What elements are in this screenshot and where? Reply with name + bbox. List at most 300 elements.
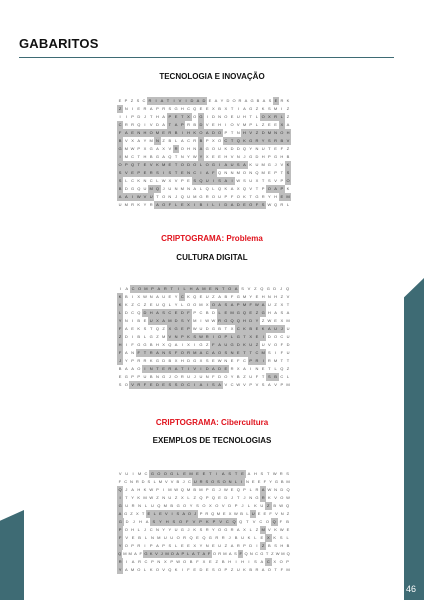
grid-letter: F [196, 559, 199, 564]
grid-letter: A [199, 350, 203, 355]
grid-letter: L [186, 551, 190, 556]
grid-letter: O [162, 202, 166, 207]
grid-letter: I [119, 114, 121, 119]
grid-letter: E [255, 334, 259, 339]
grid-letter: L [118, 310, 122, 315]
grid-letter: P [243, 543, 246, 548]
grid-letter: P [180, 334, 184, 339]
grid-letter: D [141, 479, 145, 484]
grid-letter: L [212, 202, 215, 207]
grid-letter: H [218, 122, 222, 127]
grid-letter: C [187, 382, 190, 387]
grid-letter: U [143, 374, 147, 379]
grid-letter: L [153, 479, 156, 484]
grid-letter: J [243, 154, 246, 159]
grid-letter: D [280, 487, 284, 492]
grid-letter: W [267, 487, 272, 492]
grid-letter: A [156, 202, 159, 207]
grid-letter: U [168, 186, 172, 191]
grid-letter: N [155, 374, 159, 379]
grid-letter: B [118, 186, 122, 191]
grid-row [117, 510, 291, 518]
grid-row [117, 301, 291, 309]
grid-letter: E [180, 543, 184, 548]
grid-letter: K [249, 162, 253, 167]
grid-letter: U [174, 527, 178, 532]
grid-letter: B [149, 342, 153, 347]
grid-letter: L [168, 302, 171, 307]
grid-letter: N [245, 479, 249, 484]
grid-letter: V [174, 178, 178, 183]
grid-letter: U [260, 503, 264, 508]
grid-letter: E [268, 122, 271, 127]
grid-letter: I [260, 357, 266, 365]
grid-letter: L [234, 479, 237, 484]
grid-letter: A [247, 471, 251, 476]
grid-letter: N [255, 146, 259, 151]
grid-letter: R [255, 138, 259, 143]
grid-letter: I [142, 365, 148, 373]
grid-letter: G [205, 146, 209, 151]
grid-letter: Q [286, 286, 290, 291]
grid-letter: T [156, 366, 159, 371]
grid-letter: H [243, 130, 246, 135]
grid-letter: H [137, 487, 141, 492]
grid-letter: Q [199, 178, 203, 183]
grid-letter: R [205, 527, 209, 532]
grid-letter: P [180, 122, 184, 127]
grid-letter: A [156, 543, 159, 548]
grid-letter: A [286, 122, 290, 127]
grid-letter: K [149, 567, 153, 572]
grid-letter: E [199, 106, 203, 111]
grid-letter: B [124, 294, 128, 299]
grid-letter: D [143, 310, 147, 315]
grid-letter: P [224, 567, 228, 572]
grid-letter: K [243, 326, 246, 331]
grid-letter: B [168, 358, 172, 363]
grid-letter: T [230, 138, 234, 143]
grid-letter: B [249, 567, 253, 572]
grid-letter: V [124, 138, 128, 143]
grid-letter: X [268, 114, 271, 119]
grid-letter: O [180, 162, 184, 167]
grid-letter: G [174, 106, 178, 111]
grid-letter: N [249, 170, 253, 175]
grid-letter: H [267, 310, 271, 315]
grid-letter: S [162, 310, 165, 315]
grid-letter: R [267, 358, 271, 363]
grid-letter: T [243, 334, 246, 339]
grid-letter: D [199, 567, 203, 572]
grid-letter: X [199, 358, 203, 363]
grid-letter: U [251, 511, 255, 516]
grid-letter: J [243, 495, 246, 500]
grid-row [117, 357, 291, 365]
grid-letter: W [192, 326, 197, 331]
grid-letter: I [131, 318, 134, 323]
grid-letter: L [174, 543, 178, 548]
grid-letter: L [199, 162, 203, 167]
grid-letter: V [124, 170, 128, 175]
grid-letter: M [242, 122, 247, 127]
grid-letter: Y [118, 318, 122, 323]
grid-letter: C [230, 382, 234, 387]
grid-letter: A [260, 559, 264, 564]
grid-row [117, 97, 291, 105]
grid-letter: X [236, 186, 240, 191]
grid-letter: I [131, 294, 134, 299]
grid-letter: O [124, 543, 128, 548]
grid-letter: S [199, 527, 203, 532]
grid-row [117, 534, 291, 542]
grid-letter: G [199, 342, 203, 347]
grid-letter: C [144, 471, 148, 476]
grid-letter: R [187, 122, 190, 127]
grid-letter: E [193, 567, 197, 572]
grid-letter: P [131, 374, 134, 379]
grid-letter: B [189, 559, 193, 564]
grid-row [117, 550, 291, 558]
grid-letter: O [137, 286, 142, 291]
grid-letter: K [243, 567, 246, 572]
grid-letter: Q [286, 487, 290, 492]
grid-letter: W [236, 178, 241, 183]
grid-letter: W [236, 382, 241, 387]
grid-letter: S [212, 382, 215, 387]
grid-letter: Y [230, 374, 234, 379]
grid-letter: R [138, 559, 141, 564]
grid-letter: N [174, 334, 178, 339]
grid-letter: E [263, 511, 267, 516]
grid-letter: X [187, 114, 190, 119]
grid-letter: W [279, 503, 284, 508]
grid-letter: M [281, 551, 285, 556]
grid-letter: L [144, 535, 148, 540]
grid-row [117, 185, 291, 193]
grid-letter: W [143, 294, 147, 299]
grid-letter: P [261, 186, 265, 191]
grid-letter: A [118, 511, 122, 516]
grid-letter: A [230, 202, 234, 207]
grid-letter: X [212, 138, 215, 143]
grid-row [117, 502, 291, 510]
grid-letter: Z [215, 559, 218, 564]
grid-letter: U [205, 178, 209, 183]
grid-letter: E [274, 122, 277, 127]
grid-letter: E [168, 162, 172, 167]
grid-letter: Y [268, 194, 271, 199]
grid-letter: G [155, 154, 159, 159]
grid-letter: H [155, 342, 159, 347]
grid-letter: K [143, 487, 147, 492]
grid-letter: U [199, 326, 203, 331]
grid-letter: E [243, 202, 246, 207]
grid-letter: M [216, 511, 221, 516]
grid-letter: N [155, 527, 159, 532]
grid-letter: P [151, 286, 154, 291]
grid-letter: E [212, 122, 215, 127]
grid-letter: H [143, 130, 147, 135]
grid-letter: X [236, 366, 240, 371]
grid-letter: G [118, 146, 122, 151]
grid-letter: X [143, 146, 147, 151]
grid-letter: L [174, 202, 178, 207]
grid-letter: E [118, 98, 122, 103]
grid-letter: R [137, 543, 141, 548]
grid-letter: M [193, 350, 197, 355]
grid-letter: V [170, 479, 174, 484]
grid-letter: R [205, 334, 209, 339]
grid-letter: P [168, 114, 172, 119]
grid-letter: F [280, 342, 284, 347]
grid-letter: U [218, 543, 222, 548]
grid-letter: A [236, 527, 240, 532]
grid-letter: G [224, 527, 228, 532]
grid-letter: M [230, 310, 234, 315]
grid-letter: E [180, 170, 184, 175]
grid-letter: T [174, 170, 178, 175]
grid-letter: V [243, 382, 246, 387]
grid-letter: K [268, 495, 271, 500]
grid-letter: P [118, 527, 122, 532]
grid-letter: R [143, 358, 147, 363]
grid-letter: V [118, 471, 122, 476]
grid-letter: S [268, 178, 271, 183]
grid-letter: P [274, 170, 277, 175]
grid-letter: A [118, 194, 122, 199]
grid-letter: K [137, 202, 141, 207]
grid-letter: I [200, 318, 202, 323]
word-search-grid [117, 97, 291, 209]
grid-letter: A [162, 114, 165, 119]
grid-letter: Z [224, 543, 228, 548]
grid-letter: N [236, 130, 240, 135]
grid-letter: S [268, 350, 271, 355]
grid-letter: I [214, 470, 220, 478]
grid-letter: O [218, 350, 222, 355]
grid-letter: V [224, 382, 228, 387]
grid-letter: N [230, 170, 234, 175]
grid-letter: Q [193, 106, 197, 111]
grid-letter: N [274, 487, 278, 492]
grid-letter: G [260, 551, 264, 556]
grid-letter: I [129, 193, 135, 201]
grid-letter: G [261, 310, 265, 315]
grid-letter: P [249, 122, 253, 127]
grid-letter: O [211, 146, 215, 151]
grid-letter: G [274, 479, 278, 484]
grid-letter: J [187, 527, 190, 532]
grid-letter: P [205, 495, 209, 500]
grid-row [117, 193, 291, 201]
grid-letter: Q [244, 551, 248, 556]
grid-letter: X [205, 154, 209, 159]
grid-letter: E [255, 326, 259, 331]
grid-letter: S [118, 382, 122, 387]
grid-letter: A [192, 551, 195, 556]
grid-letter: W [267, 202, 272, 207]
grid-letter: M [124, 202, 128, 207]
grid-letter: K [224, 146, 228, 151]
grid-letter: G [236, 334, 240, 339]
grid-letter: T [255, 186, 259, 191]
grid-letter: E [168, 294, 172, 299]
grid-letter: G [130, 186, 135, 191]
grid-letter: L [280, 114, 283, 119]
grid-letter: H [280, 543, 284, 548]
grid-letter: A [156, 146, 159, 151]
grid-row [117, 494, 291, 502]
grid-letter: P [124, 98, 128, 103]
grid-letter: E [257, 511, 261, 516]
grid-letter: K [137, 495, 141, 500]
grid-letter: G [170, 471, 174, 476]
grid-letter: K [243, 138, 246, 143]
grid-letter: G [224, 318, 228, 323]
grid-letter: W [174, 487, 178, 492]
grid-letter: M [161, 162, 166, 167]
grid-letter: O [211, 479, 215, 484]
grid-letter: P [199, 511, 203, 516]
grid-letter: H [261, 154, 265, 159]
grid-letter: L [255, 114, 259, 119]
grid-letter: F [230, 194, 234, 199]
grid-letter: Z [230, 567, 234, 572]
grid-letter: X [180, 495, 184, 500]
grid-row [117, 341, 291, 349]
grid-letter: G [144, 551, 148, 556]
grid-letter: F [212, 342, 215, 347]
grid-letter: S [168, 170, 172, 175]
grid-letter: S [212, 567, 215, 572]
grid-letter: K [243, 194, 246, 199]
grid-row [117, 201, 291, 209]
grid-letter: T [174, 162, 178, 167]
grid-letter: D [187, 358, 190, 363]
grid-letter: X [280, 318, 284, 323]
grid-letter: V [205, 122, 209, 127]
grid-letter: U [249, 374, 253, 379]
grid-letter: S [260, 471, 264, 476]
grid-letter: T [274, 567, 277, 572]
grid-row [117, 161, 291, 169]
grid-letter: E [286, 527, 290, 532]
grid-letter: P [197, 518, 204, 526]
grid-letter: Q [236, 138, 240, 143]
grid-letter: C [236, 326, 240, 331]
grid-letter: Q [157, 503, 161, 508]
grid-letter: G [150, 471, 154, 476]
grid-letter: A [124, 350, 128, 355]
grid-letter: P [181, 551, 185, 556]
grid-letter: B [137, 318, 141, 323]
grid-letter: E [162, 366, 165, 371]
grid-letter: G [176, 503, 180, 508]
grid-letter: G [199, 194, 203, 199]
grid-letter: O [205, 162, 209, 167]
grid-letter: N [255, 366, 259, 371]
grid-letter: K [224, 186, 228, 191]
grid-letter: F [280, 146, 284, 151]
grid-letter: N [187, 170, 190, 175]
grid-letter: I [192, 201, 198, 209]
grid-letter: M [261, 170, 265, 175]
grid-letter: B [224, 294, 228, 299]
grid-letter: H [189, 286, 193, 291]
grid-letter: A [218, 294, 221, 299]
grid-letter: L [286, 202, 290, 207]
grid-letter: B [137, 334, 141, 339]
grid-letter: R [183, 535, 187, 540]
grid-letter: Y [187, 154, 190, 159]
grid-letter: P [131, 358, 134, 363]
grid-row [117, 145, 291, 153]
grid-letter: A [137, 138, 141, 143]
grid-letter: G [274, 154, 278, 159]
grid-letter: M [286, 382, 290, 387]
grid-letter: N [130, 479, 133, 484]
grid-letter: G [249, 138, 253, 143]
grid-letter: O [157, 471, 161, 476]
grid-letter: N [230, 350, 234, 355]
grid-letter: G [149, 146, 153, 151]
grid-letter: D [199, 122, 203, 127]
grid-letter: A [205, 170, 209, 175]
grid-letter: I [210, 333, 216, 341]
grid-letter: O [211, 302, 215, 307]
grid-letter: Z [255, 130, 259, 135]
grid-letter: K [247, 535, 251, 540]
grid-letter: I [179, 129, 185, 137]
grid-letter: T [137, 162, 140, 167]
grid-letter: T [265, 551, 269, 556]
grid-letter: M [180, 186, 184, 191]
grid-letter: Z [162, 326, 165, 331]
grid-letter: B [221, 559, 225, 564]
grid-letter: D [255, 154, 259, 159]
grid-letter: Z [205, 342, 209, 347]
grid-letter: H [180, 106, 184, 111]
grid-letter: O [149, 130, 153, 135]
grid-letter: T [156, 194, 159, 199]
grid-letter: O [249, 202, 253, 207]
grid-letter: F [212, 374, 215, 379]
grid-letter: O [170, 551, 174, 556]
grid-letter: A [230, 302, 234, 307]
grid-letter: A [157, 286, 161, 291]
grid-letter: D [286, 342, 290, 347]
grid-letter: K [204, 518, 211, 526]
grid-letter: D [137, 114, 141, 119]
grid-letter: E [212, 154, 215, 159]
grid-letter: S [268, 98, 272, 103]
grid-letter: X [163, 559, 167, 564]
grid-letter: V [274, 495, 277, 500]
grid-letter: A [218, 342, 221, 347]
grid-letter: X [249, 334, 253, 339]
grid-letter: J [182, 479, 185, 484]
grid-letter: E [180, 326, 184, 331]
grid-letter: J [231, 495, 234, 500]
grid-letter: E [205, 106, 209, 111]
grid-letter: I [126, 559, 128, 564]
section-heading: TECNOLOGIA E INOVAÇÃO [159, 72, 265, 81]
grid-letter: Z [286, 114, 290, 119]
grid-letter: I [194, 342, 196, 347]
grid-letter: D [205, 326, 209, 331]
grid-letter: J [162, 186, 165, 191]
